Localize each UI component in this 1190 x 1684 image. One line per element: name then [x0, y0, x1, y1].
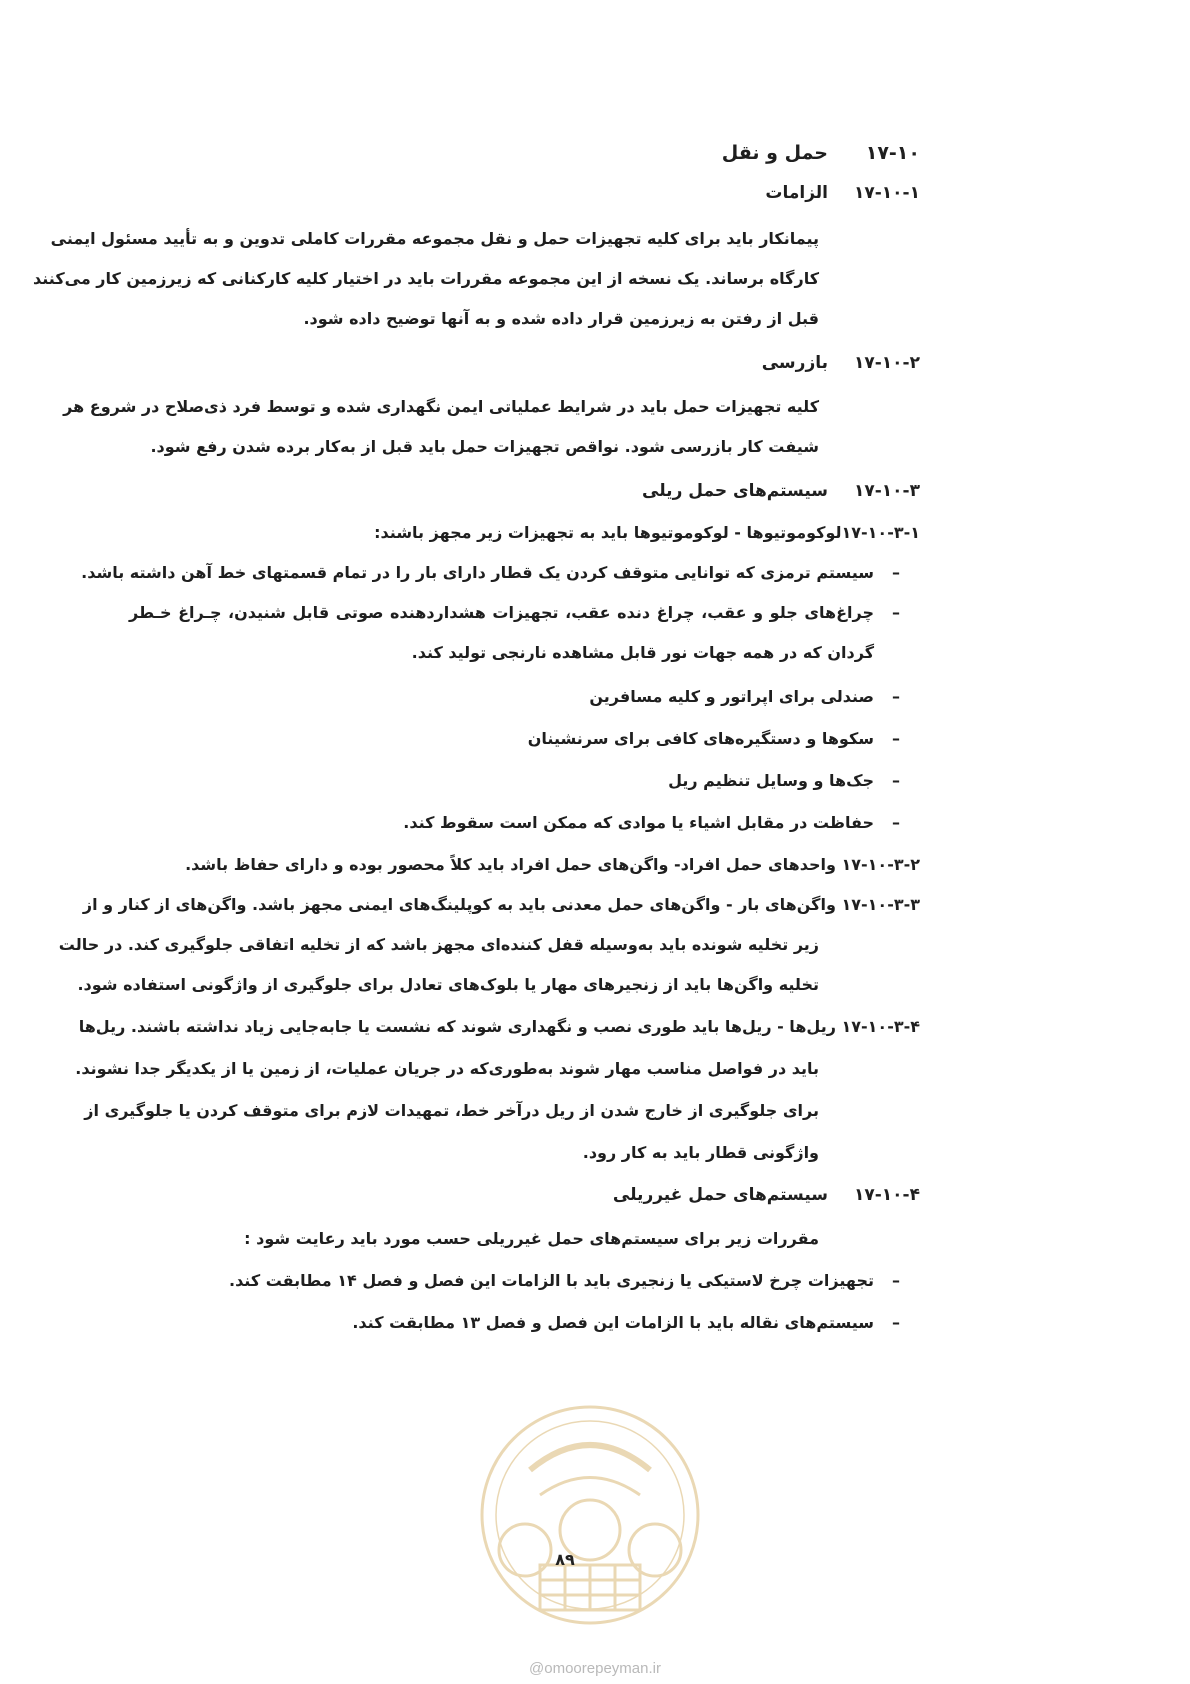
paragraph-line: ۱۷-۱۰-۳-۴ ریل‌ها - ریل‌ها باید طوری نصب و نگهداری شوند که نشست یا جابه‌جایی زیاد نداشته باشند. ریل‌ها	[78, 1017, 920, 1036]
paragraph-line: پیمانکار باید برای کلیه تجهیزات حمل و نقل مجموعه مقررات کاملی تدوین و به تأیید مسئول ایمنی	[50, 229, 819, 248]
paragraph-line: تخلیه واگن‌ها باید از زنجیرهای مهار یا بلوک‌های تعادل برای جلوگیری از واژگونی استفاده شود.	[77, 975, 819, 994]
footer-url: @omoorepeyman.ir	[529, 1660, 661, 1677]
list-item: –حفاظت در مقابل اشیاء یا موادی که ممکن است سقوط کند.	[403, 810, 900, 836]
section-number: ۱۷-۱۰	[865, 142, 920, 164]
paragraph-line: زیر تخلیه شونده باید به‌وسیله قفل کننده‌ای مجهز باشد که از تخلیه اتفاقی جلوگیری کند. در حالت	[58, 935, 819, 954]
paragraph-line: باید در فواصل مناسب مهار شوند به‌طوری‌که در جریان عملیات، از زمین یا از یکدیگر جدا نشوند.	[75, 1059, 819, 1078]
bullet-dash: –	[892, 813, 900, 832]
paragraph-line: قبل از رفتن به زیرزمین قرار داده شده و به آنها توضیح داده شود.	[303, 309, 819, 328]
subsection-title: الزامات	[765, 183, 828, 203]
subsection-title: سیستم‌های حمل ریلی	[642, 481, 828, 501]
bullet-dash: –	[892, 729, 900, 748]
list-item: –چراغ‌های جلو و عقب، چراغ دنده عقب، تجهیزات هشداردهنده صوتی قابل شنیدن، چـراغ خـطر	[129, 600, 900, 626]
subsection-title: سیستم‌های حمل غیرریلی	[612, 1185, 828, 1205]
subsection-number: ۱۷-۱۰-۲	[854, 353, 920, 373]
paragraph-line: برای جلوگیری از خارج شدن از ریل درآخر خط، تمهیدات لازم برای متوقف کردن یا جلوگیری از	[84, 1101, 819, 1120]
page-number: ۸۹	[555, 1550, 575, 1569]
list-item: –سکوها و دستگیره‌های کافی برای سرنشینان	[528, 726, 900, 752]
subsection-heading-rail-systems	[642, 478, 920, 504]
bullet-dash: –	[892, 687, 900, 706]
subsection-title: بازرسی	[761, 353, 828, 373]
subsection-number: ۱۷-۱۰-۴	[854, 1185, 920, 1205]
watermark-logo-icon	[470, 1400, 710, 1630]
section-heading	[722, 140, 920, 166]
bullet-dash: –	[892, 1271, 900, 1290]
paragraph-line: ۱۷-۱۰-۳-۲ واحدهای حمل افراد- واگن‌های حمل افراد باید کلاً محصور بوده و دارای حفاظ باشد.	[185, 855, 920, 874]
list-item: –تجهیزات چرخ لاستیکی یا زنجیری باید با الزامات این فصل و فصل ۱۴ مطابقت کند.	[229, 1268, 900, 1294]
subsection-heading-requirements	[765, 180, 920, 206]
paragraph-line: واژگونی قطار باید به کار رود.	[582, 1143, 819, 1162]
bullet-dash: –	[892, 771, 900, 790]
subsection-number: ۱۷-۱۰-۳	[854, 481, 920, 501]
bullet-dash: –	[892, 563, 900, 582]
paragraph-line: مقررات زیر برای سیستم‌های حمل غیرریلی حسب مورد باید رعایت شود :	[244, 1229, 819, 1248]
list-item: –صندلی برای اپراتور و کلیه مسافرین	[589, 684, 900, 710]
paragraph-line: کارگاه برساند. یک نسخه از این مجموعه مقررات باید در اختیار کلیه کارکنانی که زیرزمین کار می‌کنند	[33, 269, 819, 288]
bullet-dash: –	[892, 1313, 900, 1332]
list-item: –سیستم‌های نقاله باید با الزامات این فصل و فصل ۱۳ مطابقت کند.	[352, 1310, 900, 1336]
paragraph-line: ۱۷-۱۰-۳-۱لوکوموتیوها - لوکوموتیوها باید به تجهیزات زیر مجهز باشند:	[374, 523, 920, 542]
subsection-heading-inspection	[762, 350, 920, 376]
section-title: حمل و نقل	[721, 142, 828, 164]
paragraph-line: ۱۷-۱۰-۳-۳ واگن‌های بار - واگن‌های حمل معدنی باید به کوپلینگ‌های ایمنی مجهز باشد. واگن‌های از کنار و از	[82, 895, 920, 914]
list-item-continuation: گردان که در همه جهات نور قابل مشاهده نارنجی تولید کند.	[411, 643, 874, 662]
paragraph-line: کلیه تجهیزات حمل باید در شرایط عملیاتی ایمن نگهداری شده و توسط فرد ذی‌صلاح در شروع هر	[63, 397, 819, 416]
subsection-heading-nonrail-systems	[613, 1182, 920, 1208]
paragraph-line: شیفت کار بازرسی شود. نواقص تجهیزات حمل باید قبل از به‌کار برده شدن رفع شود.	[150, 437, 819, 456]
list-item: –جک‌ها و وسایل تنظیم ریل	[668, 768, 900, 794]
subsection-number: ۱۷-۱۰-۱	[854, 183, 920, 203]
list-item: –سیستم ترمزی که توانایی متوقف کردن یک قطار دارای بار را در تمام قسمتهای خط آهن داشته باشد.	[132, 560, 900, 586]
bullet-dash: –	[892, 603, 900, 622]
